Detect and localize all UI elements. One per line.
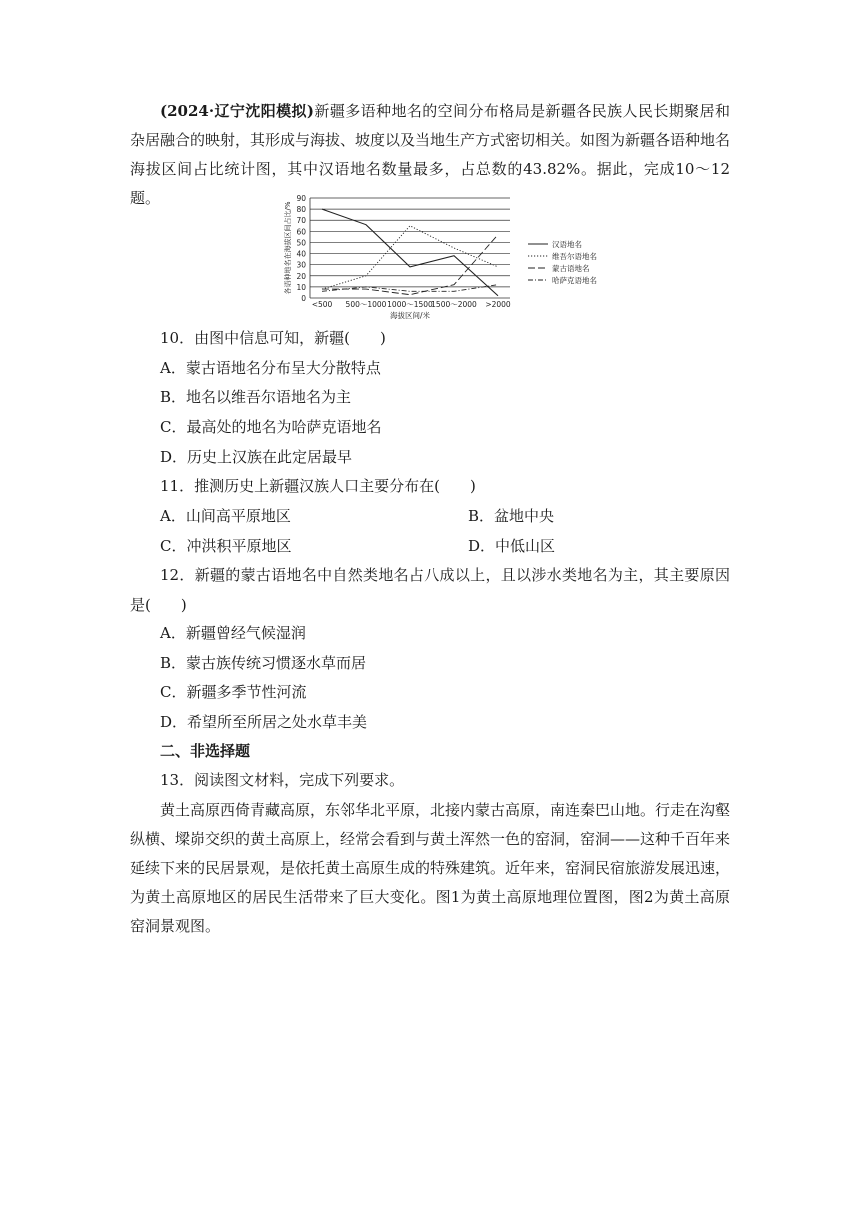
q11-option-a: A．山间高平原地区 <box>160 507 291 525</box>
x-axis-label: 海拔区间/米 <box>389 311 431 320</box>
y-tick-label: 40 <box>296 249 306 259</box>
q11-option-c: C．冲洪积平原地区 <box>160 537 292 555</box>
q10-option-c: C．最高处的地名为哈萨克语地名 <box>160 418 382 436</box>
legend-label: 蒙古语地名 <box>552 264 590 273</box>
legend-label: 汉语地名 <box>552 240 582 249</box>
chart-figure <box>280 188 620 323</box>
q11-stem: 11．推测历史上新疆汉族人口主要分布在( ) <box>160 477 476 495</box>
q10-option-b: B．地名以维吾尔语地名为主 <box>160 388 352 406</box>
series-line-1 <box>322 209 498 296</box>
y-tick-label: 60 <box>296 227 306 237</box>
q10-option-d: D．历史上汉族在此定居最早 <box>160 448 353 466</box>
x-tick-label: 1000～1500 <box>387 300 433 309</box>
y-tick-label: 20 <box>296 271 306 281</box>
x-tick-label: 500～1000 <box>345 300 387 309</box>
q12-option-c: C．新疆多季节性河流 <box>160 683 307 701</box>
x-tick-label: 1500～2000 <box>431 300 477 309</box>
y-tick-label: 50 <box>296 238 306 248</box>
q10-option-a: A．蒙古语地名分布呈大分散特点 <box>160 359 381 377</box>
y-tick-label: 80 <box>296 205 306 215</box>
x-tick-label: <500 <box>311 300 333 309</box>
q11-option-d: D．中低山区 <box>468 537 556 555</box>
q12-option-b: B．蒙古族传统习惯逐水草而居 <box>160 654 367 672</box>
x-tick-label: >2000 <box>485 300 511 309</box>
q13-stem: 13．阅读图文材料，完成下列要求。 <box>160 771 405 789</box>
y-tick-label: 0 <box>301 294 306 303</box>
intro-text: 新疆多语种地名的空间分布格局是新疆各民族人民长期聚居和杂居融合的映射，其形成与海拔、坡度以及当地生产方式密切相关。如图为新疆各语种地名海拔区间占比统计图，其中汉语地名数量最多，占总数的43.82%。据此，完成10～12题。 <box>130 102 731 207</box>
series-line-2 <box>322 226 498 289</box>
q12-option-d: D．希望所至所居之处水草丰美 <box>160 713 368 731</box>
line-chart <box>280 188 620 323</box>
legend-label: 维吾尔语地名 <box>552 252 597 261</box>
q11-option-b: B．盆地中央 <box>468 507 555 525</box>
series-line-4 <box>322 285 498 292</box>
y-tick-label: 10 <box>296 282 306 292</box>
y-tick-label: 30 <box>296 260 306 270</box>
section-heading: 二、非选择题 <box>160 742 251 760</box>
y-axis-label: 各语种地名在海拔区间占比/% <box>284 201 292 295</box>
y-tick-label: 70 <box>296 216 306 226</box>
legend-label: 哈萨克语地名 <box>552 276 597 285</box>
q13-material: 黄土高原西倚青藏高原，东邻华北平原，北接内蒙古高原，南连秦巴山地。行走在沟壑纵横、墚峁交织的黄土高原上，经常会看到与黄土浑然一色的窑洞，窑洞——这种千百年来延续下来的民居景观，是依托黄土高原生成的特殊建筑。近年来，窑洞民宿旅游发展迅速，为黄土高原地区的居民生活带来了巨大变化。图1为黄土高原地理位置图，图2为黄土高原窑洞景观图。 <box>130 801 731 935</box>
q12-option-a: A．新疆曾经气候湿润 <box>160 624 306 642</box>
q12-stem: 12．新疆的蒙古语地名中自然类地名占八成以上，且以涉水类地名为主，其主要原因是( ) <box>130 566 730 614</box>
q10-stem: 10．由图中信息可知，新疆( ) <box>160 329 386 347</box>
y-tick-label: 90 <box>296 194 306 203</box>
source-tag: (2024·辽宁沈阳模拟) <box>160 102 315 120</box>
